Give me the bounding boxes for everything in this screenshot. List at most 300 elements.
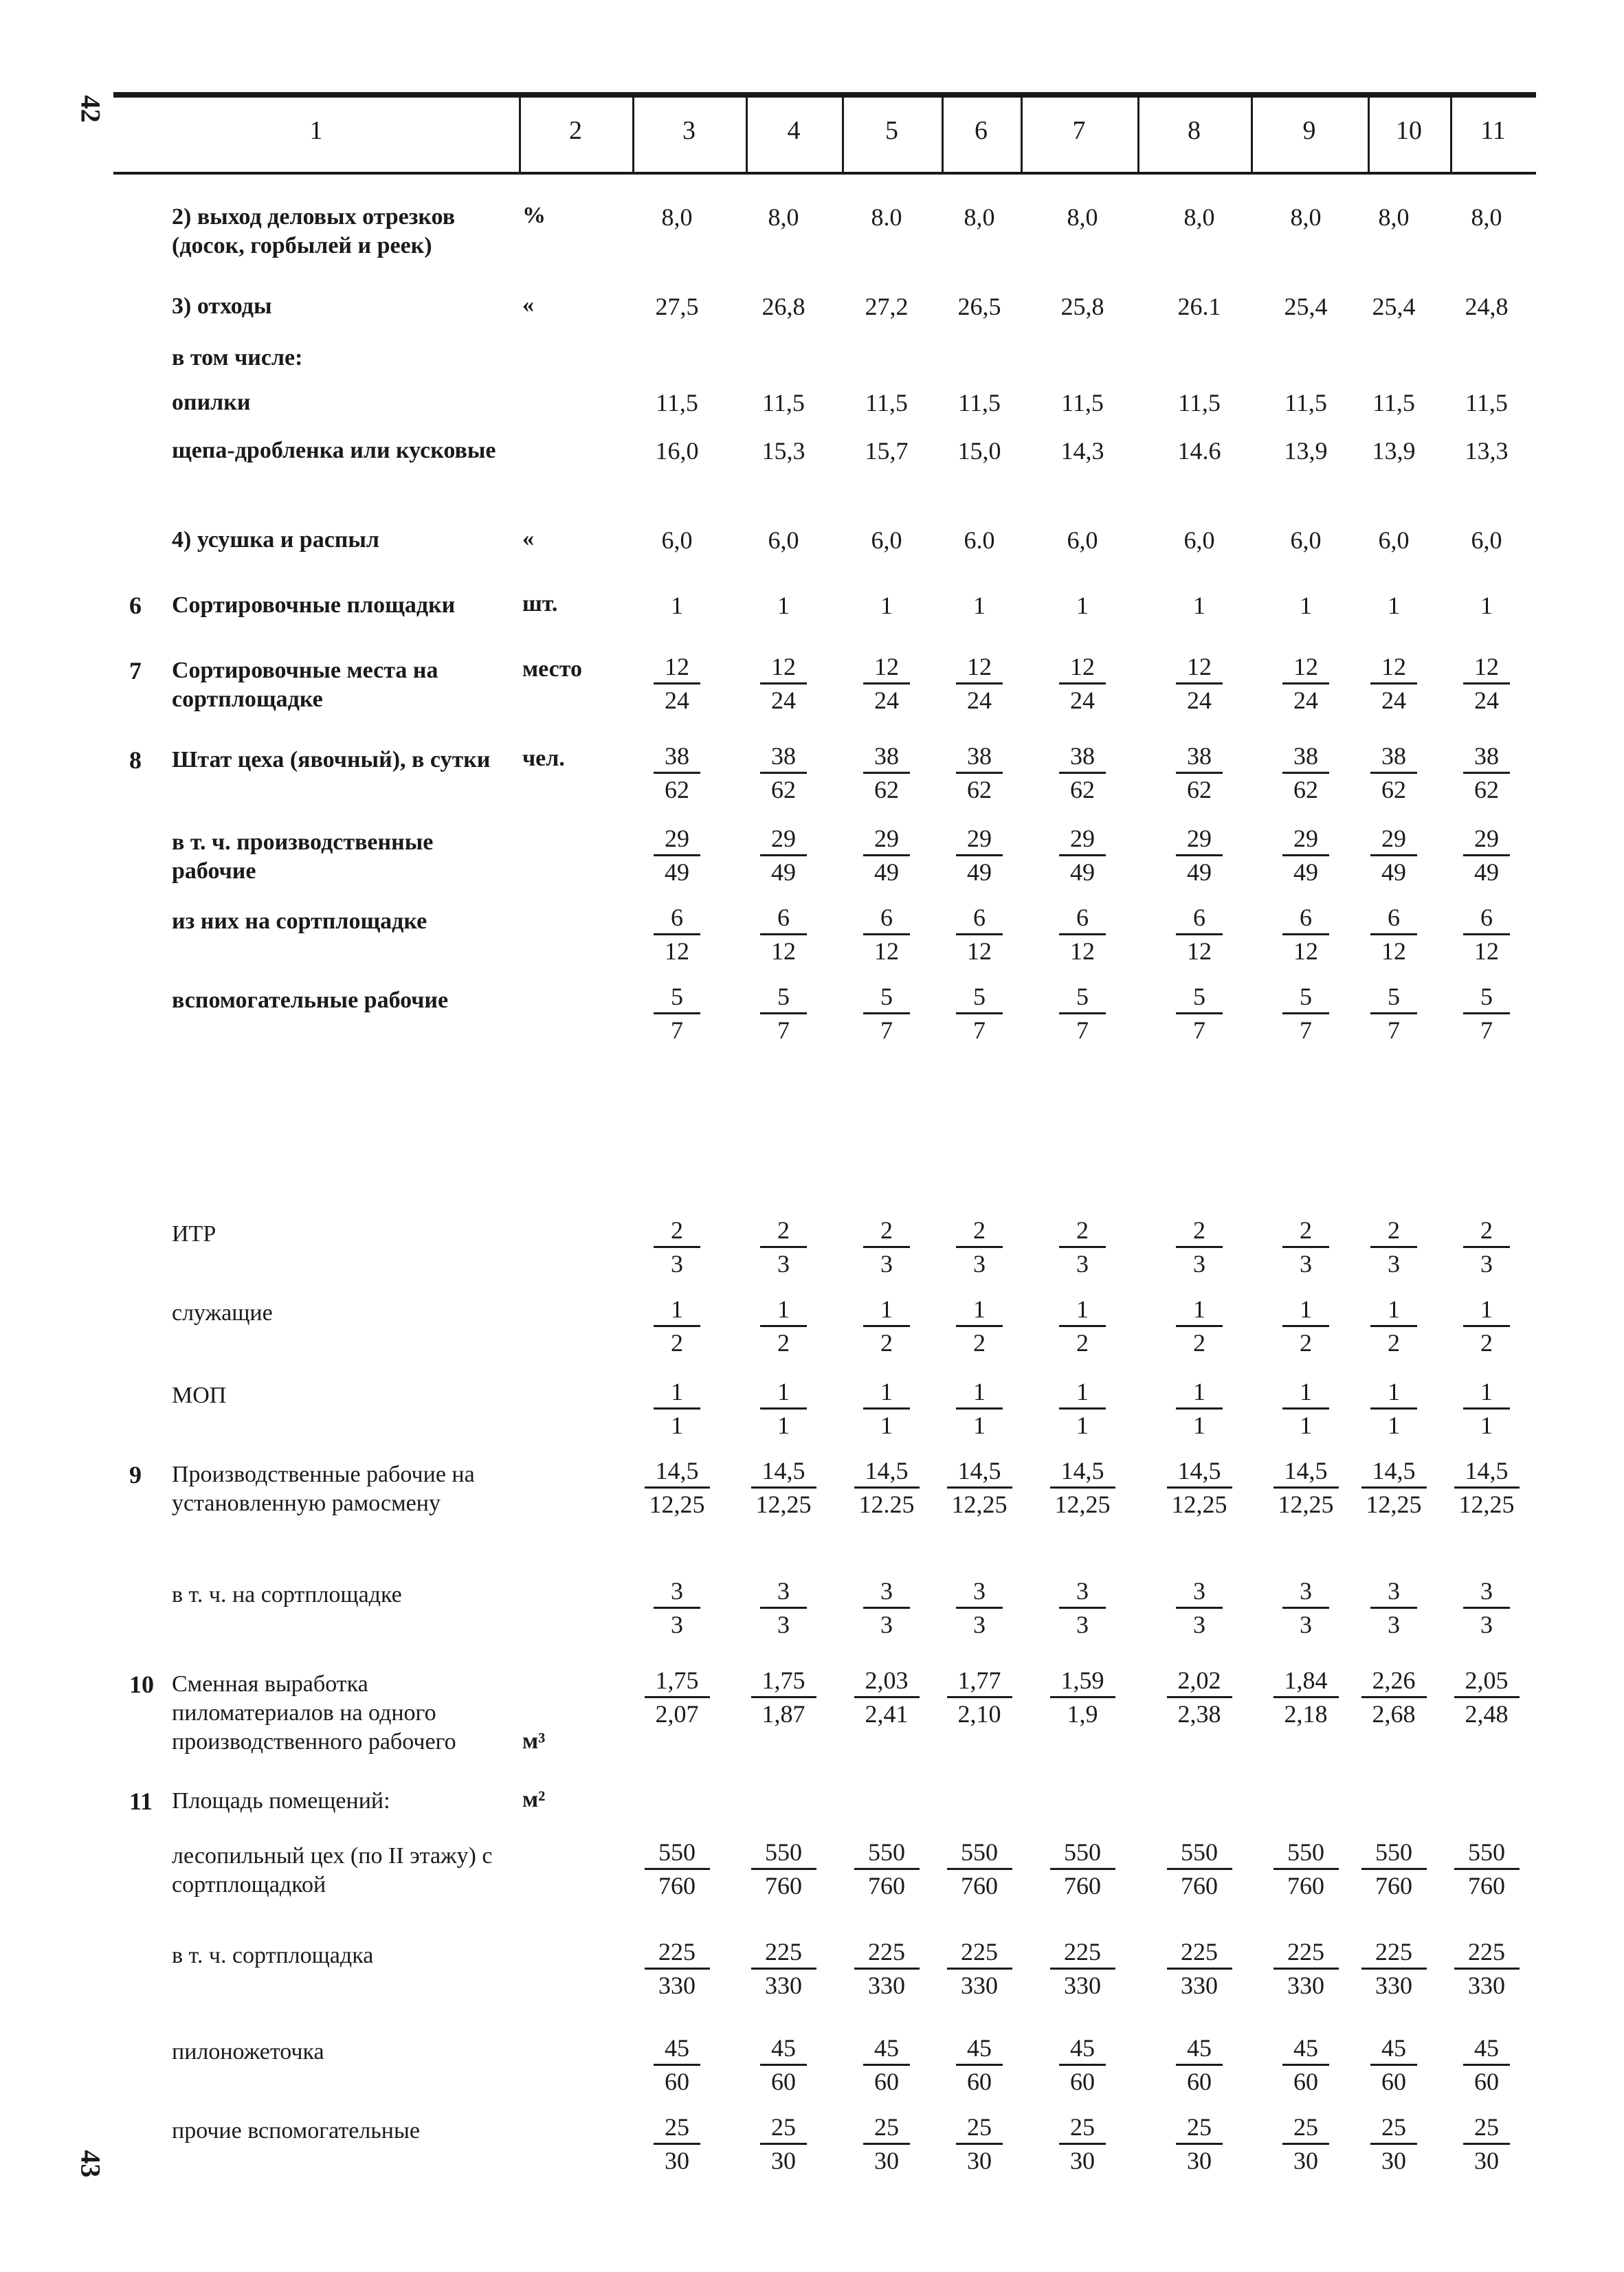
fraction-bar xyxy=(863,682,910,684)
fraction-numerator: 1 xyxy=(1193,1378,1205,1405)
header-divider xyxy=(519,98,521,172)
fraction-bar xyxy=(863,2143,910,2145)
fraction-bar xyxy=(863,854,910,856)
row-label: Сортировочные места на сортплощадке xyxy=(172,658,438,712)
fraction-numerator: 1 xyxy=(880,1378,893,1405)
cell-fraction xyxy=(1031,1577,1134,1638)
row-number: 7 xyxy=(129,657,142,684)
cell-value: 6,0 xyxy=(661,526,693,554)
fraction-numerator: 550 xyxy=(1375,1838,1412,1866)
fraction-bar xyxy=(1273,1696,1339,1698)
row-label: Производственные рабочие на установленную рамосмену xyxy=(172,1462,475,1516)
fraction-denominator: 60 xyxy=(1381,2068,1406,2095)
fraction-numerator: 38 xyxy=(1070,742,1095,770)
fraction-bar xyxy=(863,1325,910,1327)
fraction-denominator: 3 xyxy=(1388,1250,1400,1278)
fraction-numerator: 38 xyxy=(1187,742,1212,770)
fraction-bar xyxy=(760,2064,807,2066)
fraction-numerator: 25 xyxy=(1070,2113,1095,2141)
cell-fraction xyxy=(1435,1378,1538,1439)
fraction-numerator: 14,5 xyxy=(865,1457,909,1484)
cell-value: 6,0 xyxy=(1067,526,1098,554)
fraction-numerator: 1 xyxy=(1480,1378,1493,1405)
cell-value: 25,8 xyxy=(1060,293,1104,320)
fraction-denominator: 12 xyxy=(967,937,992,965)
fraction-bar xyxy=(654,772,700,774)
fraction-bar xyxy=(760,1246,807,1248)
fraction-bar xyxy=(1463,1246,1510,1248)
fraction-numerator: 14,5 xyxy=(957,1457,1001,1484)
cell-fraction xyxy=(732,742,835,803)
cell-fraction xyxy=(1031,1457,1134,1518)
fraction-numerator: 6 xyxy=(880,904,893,931)
fraction-numerator: 45 xyxy=(665,2034,689,2062)
cell-value: 11,5 xyxy=(1372,389,1415,416)
fraction-denominator: 24 xyxy=(1474,687,1499,714)
fraction-numerator: 225 xyxy=(658,1938,696,1965)
fraction-bar xyxy=(1059,1012,1106,1014)
fraction-bar xyxy=(654,1407,700,1410)
fraction-denominator: 60 xyxy=(1474,2068,1499,2095)
fraction-numerator: 550 xyxy=(868,1838,905,1866)
row-number: 8 xyxy=(129,746,142,774)
fraction-bar xyxy=(1176,1607,1223,1609)
cell-fraction xyxy=(625,742,728,803)
row-label: ИТР xyxy=(172,1221,216,1247)
fraction-bar xyxy=(1282,1012,1329,1014)
cell-fraction xyxy=(1342,1838,1445,1900)
fraction-denominator: 62 xyxy=(874,776,899,803)
fraction-bar xyxy=(1370,2064,1417,2066)
cell-fraction xyxy=(1435,1457,1538,1518)
fraction-bar xyxy=(1463,2143,1510,2145)
fraction-numerator: 45 xyxy=(1474,2034,1499,2062)
cell-value: 11,5 xyxy=(656,389,698,416)
fraction-bar xyxy=(1282,1325,1329,1327)
fraction-numerator: 1 xyxy=(1388,1378,1400,1405)
fraction-denominator: 330 xyxy=(961,1972,998,1999)
fraction-numerator: 550 xyxy=(1287,1838,1324,1866)
fraction-denominator: 3 xyxy=(973,1611,986,1638)
cell-fraction xyxy=(1148,904,1251,965)
fraction-denominator: 7 xyxy=(880,1016,893,1044)
fraction-denominator: 12,25 xyxy=(649,1491,705,1518)
row-label: Штат цеха (явочный), в сутки xyxy=(172,747,491,772)
fraction-numerator: 25 xyxy=(1381,2113,1406,2141)
fraction-denominator: 760 xyxy=(765,1872,802,1900)
header-bottom-rule xyxy=(113,172,1536,175)
fraction-denominator: 12,25 xyxy=(1458,1491,1515,1518)
fraction-denominator: 49 xyxy=(1187,858,1212,886)
cell-fraction xyxy=(1342,742,1445,803)
cell-value: 8.0 xyxy=(871,203,902,231)
fraction-denominator: 30 xyxy=(665,2147,689,2174)
cell-value: 1 xyxy=(1388,592,1400,619)
fraction-denominator: 60 xyxy=(874,2068,899,2095)
fraction-denominator: 2 xyxy=(880,1329,893,1357)
page-number-top: 42 xyxy=(75,95,107,123)
row-label: 4) усушка и распыл xyxy=(172,527,379,553)
cell-value: 13,3 xyxy=(1465,437,1509,465)
fraction-denominator: 1,9 xyxy=(1067,1700,1098,1728)
fraction-bar xyxy=(760,1012,807,1014)
fraction-denominator: 62 xyxy=(665,776,689,803)
fraction-bar xyxy=(854,1486,920,1489)
cell-fraction xyxy=(625,1838,728,1900)
fraction-numerator: 45 xyxy=(1293,2034,1318,2062)
fraction-denominator: 49 xyxy=(771,858,796,886)
fraction-numerator: 1,84 xyxy=(1284,1667,1328,1694)
header-cell-2: 2 xyxy=(569,116,582,145)
fraction-denominator: 7 xyxy=(1480,1016,1493,1044)
cell-value: 8,0 xyxy=(1471,203,1502,231)
header-divider xyxy=(942,98,944,172)
fraction-bar xyxy=(760,854,807,856)
fraction-bar xyxy=(1282,682,1329,684)
fraction-numerator: 12 xyxy=(967,653,992,680)
fraction-bar xyxy=(1176,2064,1223,2066)
fraction-numerator: 29 xyxy=(1293,825,1318,852)
fraction-numerator: 225 xyxy=(961,1938,998,1965)
fraction-bar xyxy=(760,772,807,774)
fraction-denominator: 3 xyxy=(1076,1250,1089,1278)
fraction-numerator: 3 xyxy=(880,1577,893,1605)
fraction-bar xyxy=(760,1407,807,1410)
fraction-numerator: 3 xyxy=(671,1577,683,1605)
fraction-denominator: 7 xyxy=(1193,1016,1205,1044)
row-unit: шт. xyxy=(522,591,558,616)
cell-value: 14,3 xyxy=(1060,437,1104,465)
fraction-numerator: 6 xyxy=(1480,904,1493,931)
fraction-denominator: 30 xyxy=(1187,2147,1212,2174)
fraction-numerator: 225 xyxy=(1287,1938,1324,1965)
fraction-numerator: 29 xyxy=(1187,825,1212,852)
cell-fraction xyxy=(1031,904,1134,965)
fraction-bar xyxy=(1050,1696,1115,1698)
cell-value: 1 xyxy=(1076,592,1089,619)
fraction-numerator: 1 xyxy=(1300,1295,1312,1323)
row-label: лесопильный цех (по II этажу) с сортплощадкой xyxy=(172,1843,493,1897)
fraction-denominator: 2,07 xyxy=(655,1700,699,1728)
fraction-denominator: 62 xyxy=(1187,776,1212,803)
cell-fraction xyxy=(625,904,728,965)
fraction-bar xyxy=(1059,682,1106,684)
fraction-denominator: 2,18 xyxy=(1284,1700,1328,1728)
cell-fraction xyxy=(835,1457,938,1518)
fraction-bar xyxy=(1059,1246,1106,1248)
header-cell-1: 1 xyxy=(309,116,323,145)
cell-fraction xyxy=(835,653,938,714)
fraction-numerator: 1 xyxy=(1480,1295,1493,1323)
fraction-numerator: 3 xyxy=(973,1577,986,1605)
cell-fraction xyxy=(1435,1667,1538,1728)
cell-fraction xyxy=(835,904,938,965)
cell-fraction xyxy=(1342,1295,1445,1357)
fraction-numerator: 25 xyxy=(874,2113,899,2141)
cell-fraction xyxy=(1435,1295,1538,1357)
cell-value: 1 xyxy=(973,592,986,619)
fraction-bar xyxy=(1050,1486,1115,1489)
fraction-denominator: 49 xyxy=(665,858,689,886)
cell-fraction xyxy=(1435,1216,1538,1278)
fraction-denominator: 2,41 xyxy=(865,1700,909,1728)
cell-fraction xyxy=(625,1667,728,1728)
row-unit: м³ xyxy=(522,1728,546,1754)
fraction-bar xyxy=(1370,1012,1417,1014)
fraction-numerator: 1 xyxy=(880,1295,893,1323)
fraction-numerator: 6 xyxy=(1076,904,1089,931)
header-divider xyxy=(746,98,748,172)
cell-value: 1 xyxy=(1480,592,1493,619)
header-divider xyxy=(1137,98,1139,172)
fraction-denominator: 24 xyxy=(665,687,689,714)
cell-value: 11,5 xyxy=(1061,389,1104,416)
fraction-bar xyxy=(1176,854,1223,856)
cell-fraction xyxy=(732,2113,835,2174)
fraction-numerator: 25 xyxy=(1474,2113,1499,2141)
fraction-bar xyxy=(645,1486,710,1489)
cell-value: 26,5 xyxy=(957,293,1001,320)
header-cell-8: 8 xyxy=(1188,116,1201,145)
cell-fraction xyxy=(1031,653,1134,714)
fraction-numerator: 29 xyxy=(1474,825,1499,852)
cell-fraction xyxy=(1342,2034,1445,2095)
fraction-bar xyxy=(863,2064,910,2066)
fraction-denominator: 2 xyxy=(671,1329,683,1357)
cell-value: 1 xyxy=(671,592,683,619)
fraction-numerator: 12 xyxy=(1474,653,1499,680)
fraction-numerator: 3 xyxy=(1193,1577,1205,1605)
fraction-bar xyxy=(654,1325,700,1327)
fraction-denominator: 2 xyxy=(1480,1329,1493,1357)
cell-value: 6,0 xyxy=(768,526,799,554)
fraction-bar xyxy=(1282,1246,1329,1248)
cell-value: 6,0 xyxy=(1290,526,1322,554)
cell-fraction xyxy=(1031,983,1134,1044)
fraction-bar xyxy=(1454,1486,1520,1489)
fraction-numerator: 1,77 xyxy=(957,1667,1001,1694)
fraction-bar xyxy=(1361,1486,1427,1489)
fraction-denominator: 62 xyxy=(1381,776,1406,803)
cell-fraction xyxy=(928,2113,1031,2174)
cell-fraction xyxy=(625,1216,728,1278)
fraction-numerator: 2,05 xyxy=(1465,1667,1509,1694)
cell-fraction xyxy=(835,742,938,803)
cell-fraction xyxy=(732,1216,835,1278)
fraction-denominator: 7 xyxy=(973,1016,986,1044)
fraction-denominator: 7 xyxy=(777,1016,790,1044)
fraction-denominator: 62 xyxy=(771,776,796,803)
cell-value: 25,4 xyxy=(1284,293,1328,320)
fraction-numerator: 550 xyxy=(765,1838,802,1866)
fraction-denominator: 1 xyxy=(1076,1412,1089,1439)
cell-fraction xyxy=(1435,983,1538,1044)
fraction-bar xyxy=(1273,1868,1339,1870)
cell-fraction xyxy=(625,983,728,1044)
cell-fraction xyxy=(1342,1457,1445,1518)
fraction-denominator: 1 xyxy=(671,1412,683,1439)
fraction-denominator: 3 xyxy=(1300,1250,1312,1278)
fraction-denominator: 12 xyxy=(771,937,796,965)
fraction-denominator: 2,38 xyxy=(1177,1700,1221,1728)
fraction-denominator: 24 xyxy=(1070,687,1095,714)
fraction-numerator: 5 xyxy=(671,983,683,1010)
cell-fraction xyxy=(928,983,1031,1044)
cell-fraction xyxy=(1435,2113,1538,2174)
fraction-numerator: 12 xyxy=(874,653,899,680)
fraction-bar xyxy=(1176,1325,1223,1327)
page-number-bottom: 43 xyxy=(75,2150,107,2178)
fraction-bar xyxy=(1059,1607,1106,1609)
fraction-bar xyxy=(751,1486,816,1489)
cell-value: 15,0 xyxy=(957,437,1001,465)
fraction-numerator: 1 xyxy=(671,1295,683,1323)
fraction-denominator: 7 xyxy=(1076,1016,1089,1044)
cell-value: 1 xyxy=(1300,592,1312,619)
fraction-bar xyxy=(956,1325,1003,1327)
fraction-denominator: 24 xyxy=(1187,687,1212,714)
fraction-denominator: 330 xyxy=(658,1972,696,1999)
fraction-denominator: 12,25 xyxy=(1278,1491,1334,1518)
cell-fraction xyxy=(732,1378,835,1439)
fraction-numerator: 14,5 xyxy=(1060,1457,1104,1484)
fraction-bar xyxy=(1282,854,1329,856)
fraction-numerator: 5 xyxy=(880,983,893,1010)
fraction-numerator: 3 xyxy=(777,1577,790,1605)
cell-fraction xyxy=(1435,1577,1538,1638)
fraction-bar xyxy=(1176,2143,1223,2145)
fraction-denominator: 12 xyxy=(1474,937,1499,965)
header-cell-7: 7 xyxy=(1072,116,1086,145)
fraction-bar xyxy=(1282,1407,1329,1410)
fraction-denominator: 330 xyxy=(1181,1972,1218,1999)
fraction-numerator: 2 xyxy=(671,1216,683,1244)
cell-value: 25,4 xyxy=(1372,293,1416,320)
fraction-bar xyxy=(956,1012,1003,1014)
fraction-denominator: 760 xyxy=(1468,1872,1505,1900)
row-unit: % xyxy=(522,203,546,228)
cell-fraction xyxy=(732,1577,835,1638)
fraction-numerator: 550 xyxy=(1064,1838,1101,1866)
header-divider xyxy=(1368,98,1370,172)
fraction-numerator: 225 xyxy=(1375,1938,1412,1965)
fraction-denominator: 12,25 xyxy=(1171,1491,1227,1518)
cell-value: 6,0 xyxy=(1378,526,1410,554)
fraction-numerator: 3 xyxy=(1076,1577,1089,1605)
fraction-numerator: 25 xyxy=(967,2113,992,2141)
fraction-bar xyxy=(1370,682,1417,684)
fraction-numerator: 550 xyxy=(658,1838,696,1866)
fraction-bar xyxy=(863,1407,910,1410)
fraction-denominator: 760 xyxy=(658,1872,696,1900)
cell-fraction xyxy=(1031,2034,1134,2095)
fraction-numerator: 1 xyxy=(1076,1295,1089,1323)
fraction-numerator: 45 xyxy=(771,2034,796,2062)
fraction-bar xyxy=(654,1012,700,1014)
row-unit: « xyxy=(522,292,534,318)
cell-fraction xyxy=(732,1667,835,1728)
cell-fraction xyxy=(625,2034,728,2095)
fraction-denominator: 24 xyxy=(1381,687,1406,714)
fraction-numerator: 6 xyxy=(973,904,986,931)
fraction-bar xyxy=(1282,1607,1329,1609)
cell-fraction xyxy=(1148,2034,1251,2095)
fraction-bar xyxy=(863,772,910,774)
cell-fraction xyxy=(1148,1295,1251,1357)
fraction-denominator: 760 xyxy=(961,1872,998,1900)
cell-fraction xyxy=(928,1577,1031,1638)
cell-fraction xyxy=(1342,1378,1445,1439)
cell-fraction xyxy=(1148,742,1251,803)
cell-fraction xyxy=(1342,1667,1445,1728)
cell-fraction xyxy=(1148,1378,1251,1439)
cell-fraction xyxy=(1342,983,1445,1044)
fraction-bar xyxy=(1176,682,1223,684)
fraction-bar xyxy=(645,1868,710,1870)
fraction-bar xyxy=(956,933,1003,935)
fraction-denominator: 30 xyxy=(1381,2147,1406,2174)
fraction-denominator: 1 xyxy=(1300,1412,1312,1439)
fraction-numerator: 2 xyxy=(1300,1216,1312,1244)
fraction-bar xyxy=(654,2143,700,2145)
fraction-numerator: 550 xyxy=(1181,1838,1218,1866)
fraction-bar xyxy=(654,1246,700,1248)
fraction-numerator: 5 xyxy=(777,983,790,1010)
header-cell-5: 5 xyxy=(885,116,898,145)
fraction-numerator: 25 xyxy=(1293,2113,1318,2141)
header-divider xyxy=(1450,98,1452,172)
fraction-bar xyxy=(1059,854,1106,856)
cell-fraction xyxy=(1435,742,1538,803)
cell-fraction xyxy=(1031,2113,1134,2174)
fraction-bar xyxy=(1167,1696,1232,1698)
fraction-denominator: 3 xyxy=(1480,1250,1493,1278)
fraction-bar xyxy=(956,2143,1003,2145)
fraction-bar xyxy=(956,682,1003,684)
header-divider xyxy=(632,98,634,172)
fraction-bar xyxy=(654,933,700,935)
fraction-denominator: 760 xyxy=(1181,1872,1218,1900)
fraction-bar xyxy=(947,1486,1012,1489)
fraction-denominator: 330 xyxy=(1468,1972,1505,1999)
row-number: 10 xyxy=(129,1671,154,1698)
fraction-numerator: 38 xyxy=(771,742,796,770)
cell-fraction xyxy=(1342,1938,1445,1999)
fraction-denominator: 30 xyxy=(1474,2147,1499,2174)
cell-fraction xyxy=(1031,1838,1134,1900)
header-divider xyxy=(1251,98,1253,172)
fraction-numerator: 38 xyxy=(1381,742,1406,770)
fraction-numerator: 5 xyxy=(1193,983,1205,1010)
cell-value: 13,9 xyxy=(1284,437,1328,465)
fraction-bar xyxy=(1454,1968,1520,1970)
fraction-denominator: 330 xyxy=(868,1972,905,1999)
cell-fraction xyxy=(1148,825,1251,886)
row-label: в том числе: xyxy=(172,345,303,370)
fraction-bar xyxy=(947,1696,1012,1698)
fraction-numerator: 45 xyxy=(967,2034,992,2062)
fraction-numerator: 1 xyxy=(671,1378,683,1405)
fraction-bar xyxy=(947,1868,1012,1870)
cell-fraction xyxy=(1148,1838,1251,1900)
cell-fraction xyxy=(835,1378,938,1439)
cell-value: 27,2 xyxy=(865,293,909,320)
fraction-denominator: 49 xyxy=(1381,858,1406,886)
cell-fraction xyxy=(1148,1457,1251,1518)
fraction-bar xyxy=(1463,1012,1510,1014)
cell-fraction xyxy=(1148,653,1251,714)
cell-fraction xyxy=(625,1577,728,1638)
